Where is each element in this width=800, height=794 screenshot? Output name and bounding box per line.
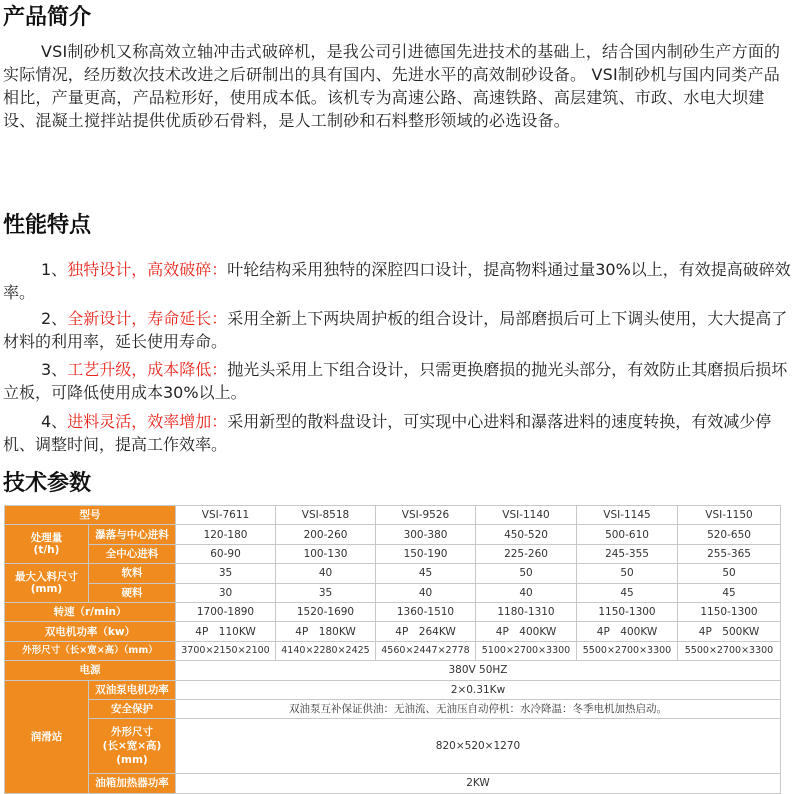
feature-text: 叶轮结构采用独特的深腔四口设计，提高物料通过量30%以上，有效提高破碎效率。 (3, 260, 791, 302)
table-cell: 50 (476, 564, 577, 583)
table-cell: 3700×2150×2100 (176, 641, 276, 660)
table-cell: 40 (276, 564, 376, 583)
table-cell: 150-190 (376, 544, 476, 563)
feature-highlight: 工艺升级，成本降低： (67, 360, 228, 379)
model-cell: VSI-7611 (176, 506, 276, 525)
model-label: 型号 (5, 506, 176, 525)
table-row-lube-1 (5, 680, 781, 699)
capacity-sub-label: 瀑落与中心进料 (89, 525, 176, 544)
table-cell: 1700-1890 (176, 602, 276, 621)
feature-number: 3、 (41, 360, 68, 379)
table-row-lube-3 (5, 719, 781, 774)
model-cell: VSI-8518 (276, 506, 376, 525)
table-cell: 520-650 (678, 525, 781, 544)
lube-sub-label: 外形尺寸 (长×宽×高) (mm) (89, 719, 176, 774)
power-supply-value: 380V 50HZ (176, 661, 781, 680)
feature-text: 采用全新上下两块周护板的组合设计，局部磨损后可上下调头使用，大大提高了材料的利用率，延长使用寿命。 (3, 309, 788, 351)
table-cell: 5500×2700×3300 (678, 641, 781, 660)
table-cell: 1150-1300 (678, 602, 781, 621)
table-cell: 35 (176, 564, 276, 583)
lube-value: 820×520×1270 (176, 719, 781, 774)
lube-value: 2×0.31Kw (176, 680, 781, 699)
table-cell: 100-130 (276, 544, 376, 563)
table-cell: 255-365 (678, 544, 781, 563)
table-cell: 245-355 (577, 544, 678, 563)
capacity-label: 处理量 (t/h) (5, 525, 89, 564)
table-cell: 45 (376, 564, 476, 583)
table-cell: 5100×2700×3300 (476, 641, 577, 660)
lube-station-label: 润滑站 (5, 680, 89, 793)
table-cell: 45 (678, 583, 781, 602)
model-cell: VSI-1150 (678, 506, 781, 525)
table-cell: 35 (276, 583, 376, 602)
dimensions-label: 外形尺寸（长×宽×高）（mm） (5, 641, 176, 660)
table-cell: 4560×2447×2778 (376, 641, 476, 660)
power-label: 双电机功率（kw） (5, 622, 176, 641)
table-cell: 45 (577, 583, 678, 602)
table-cell: 500-610 (577, 525, 678, 544)
lube-value: 双油泵互补保证供油：无油流、无油压自动停机：水冷降温：冬季电机加热启动。 (176, 699, 781, 718)
table-row-capacity-2 (5, 544, 781, 563)
table-row-lube-2 (5, 699, 781, 718)
feature-highlight: 独特设计，高效破碎： (67, 260, 228, 279)
lube-sub-label: 安全保护 (89, 699, 176, 718)
table-cell: 1520-1690 (276, 602, 376, 621)
table-row-feed-2 (5, 583, 781, 602)
intro-body: VSI制砂机又称高效立轴冲击式破碎机，是我公司引进德国先进技术的基础上，结合国内制砂生产方面的实际情况，经历数次技术改进之后研制出的具有国内、先进水平的高效制砂设备。 VSI制砂机与国内同类产品相比，产量更高，产品粒形好，使用成本低。该机专为高速公路、高速铁路、高层建筑、市政、水电大坝建设、混凝土搅拌站提供优质砂石骨料，是人工制砂和石料整形领域的必选设备。 (3, 42, 781, 130)
lube-sub-label: 油箱加热器功率 (89, 774, 176, 793)
feature-item-3 (3, 358, 791, 404)
table-row-lube-4 (5, 774, 781, 793)
table-cell: 4P 264KW (376, 622, 476, 641)
speed-label: 转速（r/min） (5, 602, 176, 621)
table-cell: 30 (176, 583, 276, 602)
table-cell: 1180-1310 (476, 602, 577, 621)
table-cell: 450-520 (476, 525, 577, 544)
feature-highlight: 进料灵活，效率增加： (67, 412, 228, 431)
intro-title: 产品简介 (3, 5, 92, 30)
table-cell: 1150-1300 (577, 602, 678, 621)
table-cell: 120-180 (176, 525, 276, 544)
table-row-dimensions (5, 641, 781, 660)
feature-text: 采用新型的散料盘设计，可实现中心进料和瀑落进料的速度转换，有效减少停机、调整时间，提高工作效率。 (3, 412, 772, 454)
table-cell: 40 (476, 583, 577, 602)
table-cell: 50 (678, 564, 781, 583)
feed-sub-label: 硬料 (89, 583, 176, 602)
table-cell: 50 (577, 564, 678, 583)
lube-sub-label: 双油泵电机功率 (89, 680, 176, 699)
table-cell: 300-380 (376, 525, 476, 544)
features-title: 性能特点 (3, 213, 92, 238)
table-cell: 225-260 (476, 544, 577, 563)
table-cell: 4P 180KW (276, 622, 376, 641)
table-row-power (5, 622, 781, 641)
table-row-speed (5, 602, 781, 621)
table-cell: 200-260 (276, 525, 376, 544)
table-row-power-supply (5, 661, 781, 680)
table-cell: 4P 400KW (577, 622, 678, 641)
feature-number: 4、 (41, 412, 68, 431)
table-cell: 4P 400KW (476, 622, 577, 641)
feature-item-1 (3, 258, 791, 304)
spec-table (4, 505, 781, 794)
feature-highlight: 全新设计，寿命延长： (67, 309, 228, 328)
feature-number: 2、 (41, 309, 68, 328)
table-cell: 4P 500KW (678, 622, 781, 641)
capacity-sub-label: 全中心进料 (89, 544, 176, 563)
feature-text: 抛光头采用上下组合设计，只需更换磨损的抛光头部分，有效防止其磨损后损坏立板，可降低使用成本30%以上。 (3, 360, 788, 402)
table-cell: 5500×2700×3300 (577, 641, 678, 660)
feature-item-4 (3, 410, 791, 456)
table-cell: 60-90 (176, 544, 276, 563)
table-row-model (5, 506, 781, 525)
power-supply-label: 电源 (5, 661, 176, 680)
model-cell: VSI-1140 (476, 506, 577, 525)
feature-number: 1、 (41, 260, 68, 279)
lube-value: 2KW (176, 774, 781, 793)
table-row-capacity-1 (5, 525, 781, 544)
table-cell: 4140×2280×2425 (276, 641, 376, 660)
model-cell: VSI-1145 (577, 506, 678, 525)
table-cell: 40 (376, 583, 476, 602)
feed-size-label: 最大入料尺寸 (mm) (5, 564, 89, 603)
specs-title: 技术参数 (3, 471, 92, 496)
model-cell: VSI-9526 (376, 506, 476, 525)
table-cell: 1360-1510 (376, 602, 476, 621)
table-row-feed-1 (5, 564, 781, 583)
table-cell: 4P 110KW (176, 622, 276, 641)
feature-item-2 (3, 307, 791, 353)
feed-sub-label: 软料 (89, 564, 176, 583)
